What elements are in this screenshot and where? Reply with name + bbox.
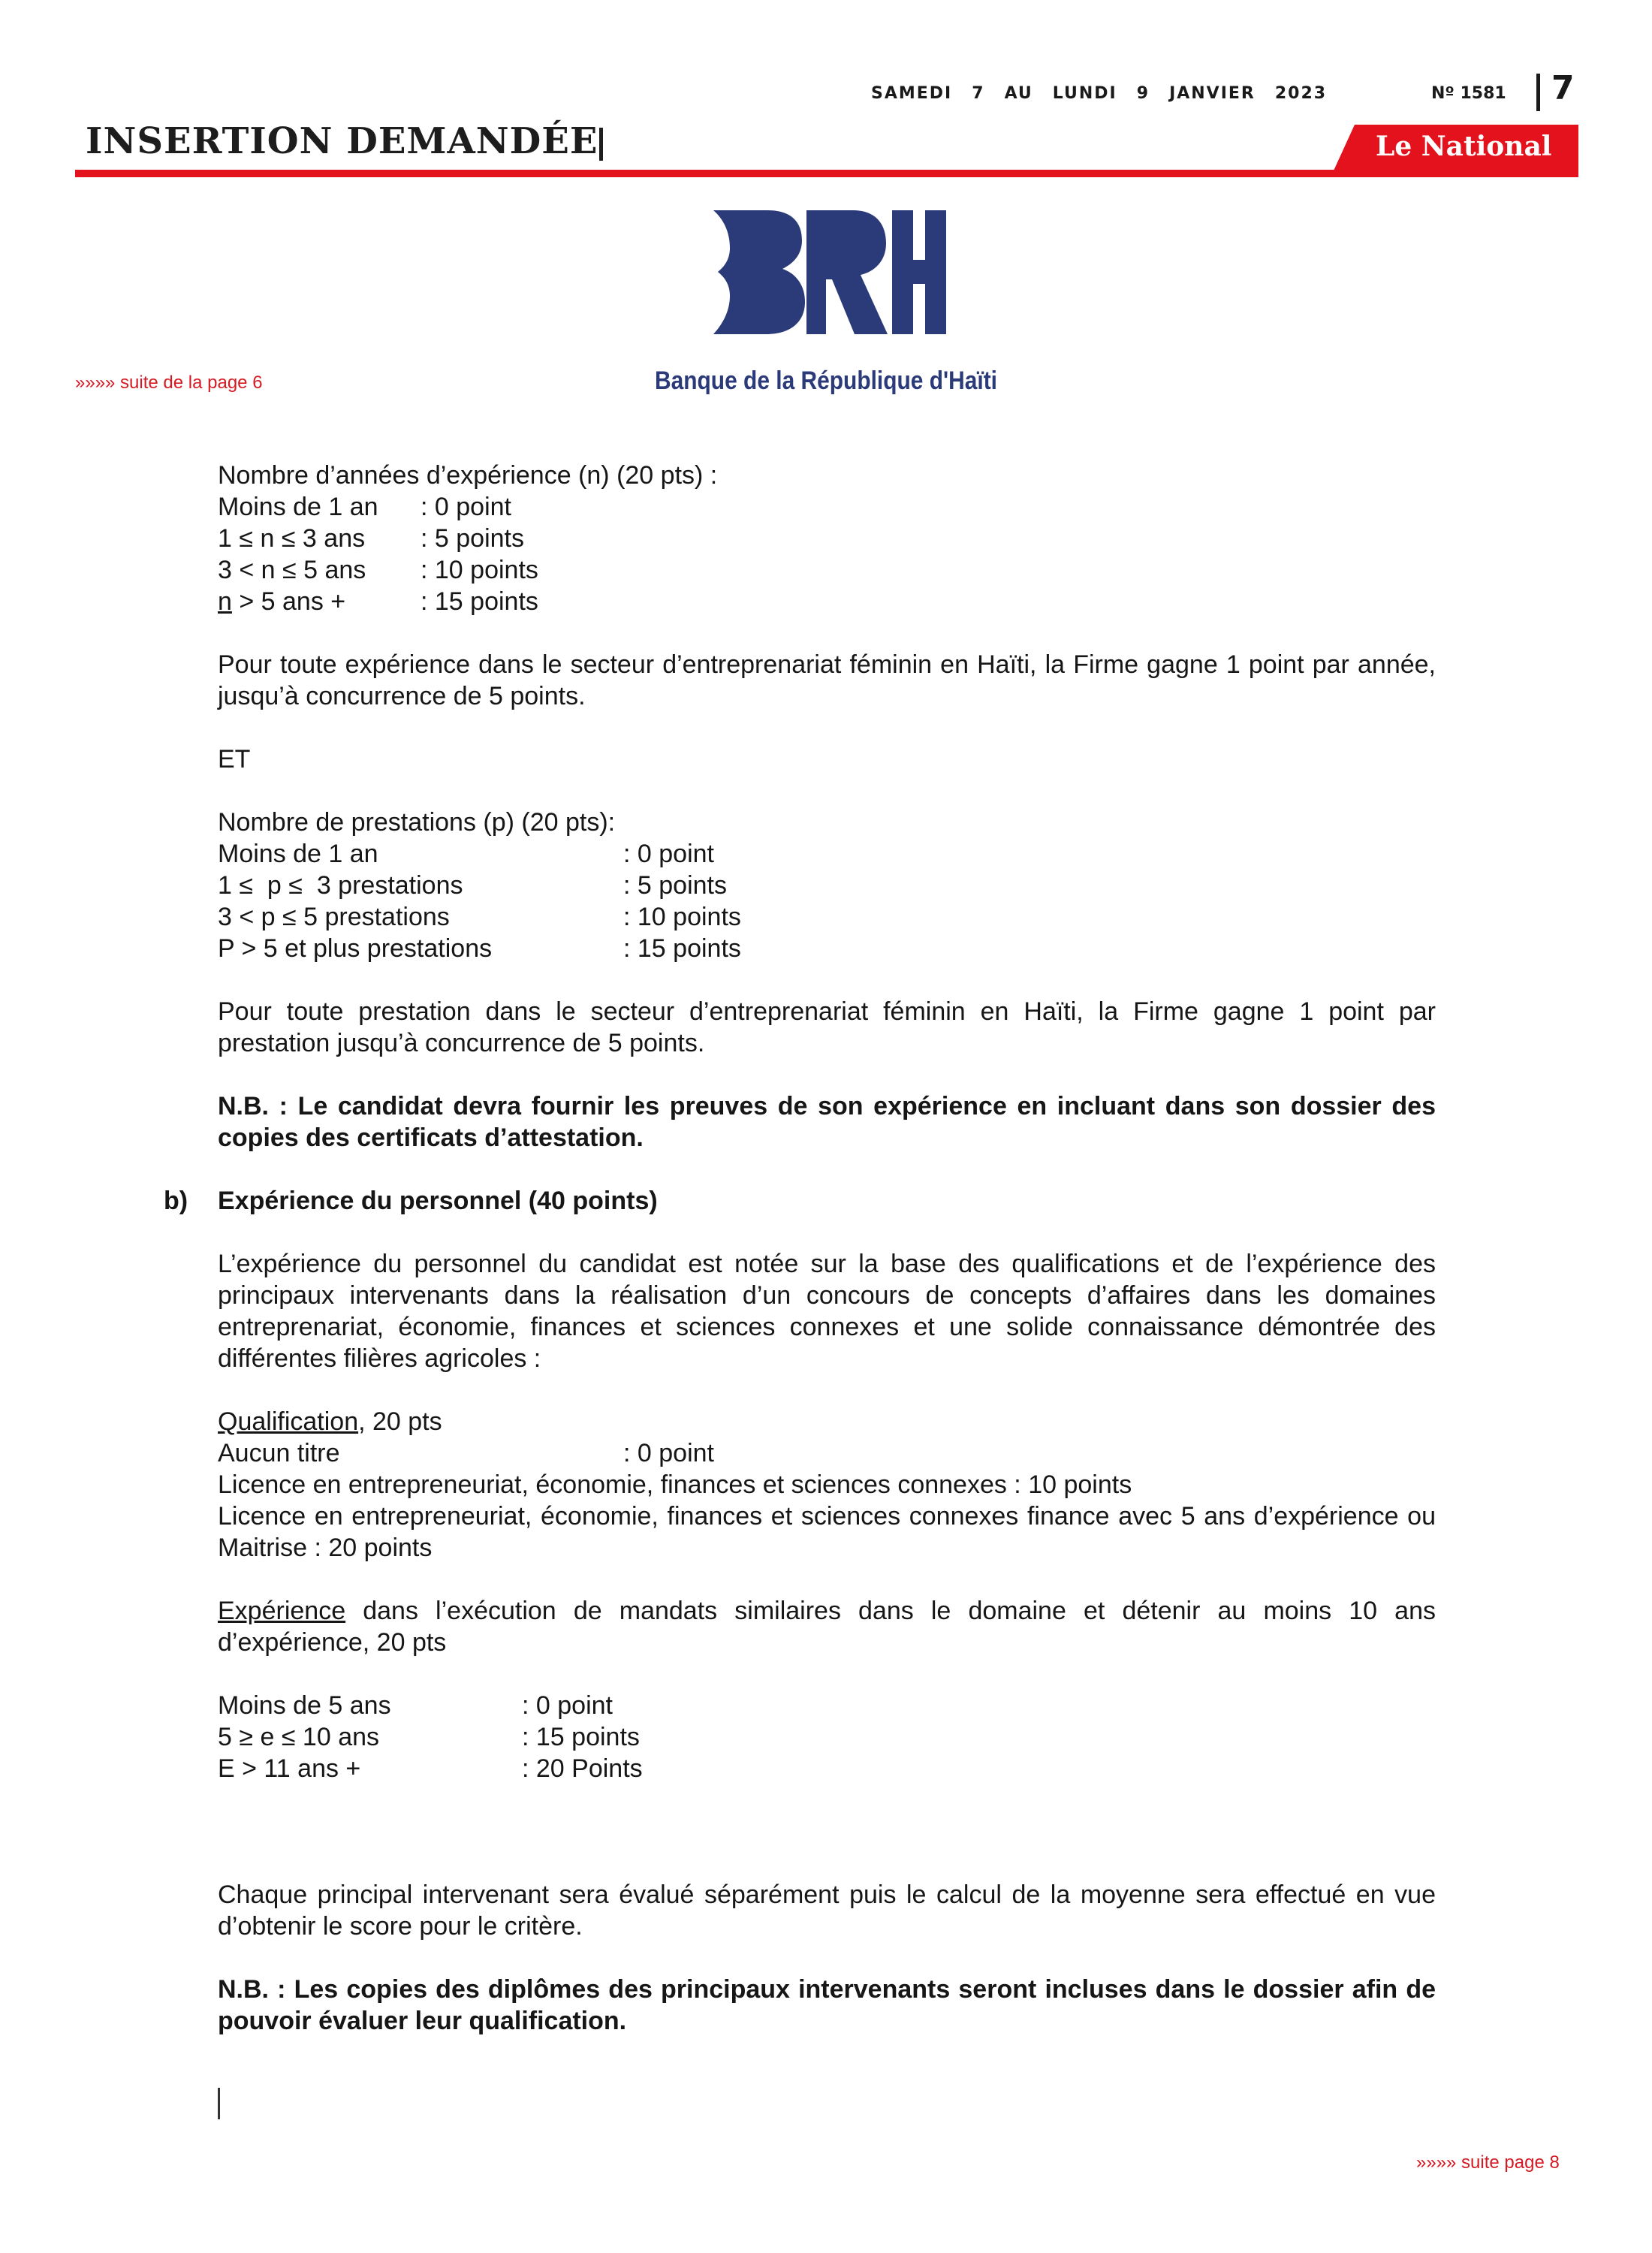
qualification-line: Licence en entrepreneuriat, économie, finances et sciences connexes finance avec 5 ans d’expérience ou Maitrise : 20 points bbox=[218, 1502, 1436, 1562]
nota-bene: N.B. : Le candidat devra fournir les preuves de son expérience en incluant dans son dossier des copies des certificats d’attestation. bbox=[218, 1092, 1436, 1152]
scoring-label: 3 < n ≤ 5 ans bbox=[218, 556, 366, 584]
experience-note: Pour toute expérience dans le secteur d’entreprenariat féminin en Haïti, la Firme gagne 1 point par année, jusqu’à concurrence de 5 points. bbox=[218, 650, 1436, 710]
scoring-value: : 10 points bbox=[421, 556, 538, 584]
section-b-title: Expérience du personnel (40 points) bbox=[218, 1187, 658, 1215]
scoring-label: 1 ≤ p ≤ 3 prestations bbox=[218, 871, 463, 900]
qualification-heading bbox=[218, 1406, 1436, 1437]
newspaper-name: Le National bbox=[1376, 131, 1552, 162]
brh-logo-icon bbox=[713, 210, 946, 334]
scoring-value: : 0 point bbox=[522, 1691, 613, 1720]
date-part: SAMEDI bbox=[871, 84, 953, 103]
experience-years-heading: Nombre d’années d’expérience (n) (20 pts) : bbox=[218, 461, 718, 490]
prestations-heading: Nombre de prestations (p) (20 pts): bbox=[218, 808, 616, 837]
scoring-value: : 20 Points bbox=[522, 1754, 643, 1783]
date-part: LUNDI bbox=[1052, 84, 1117, 103]
section-b-heading bbox=[164, 1185, 1436, 1217]
section-title: INSERTION DEMANDÉE bbox=[86, 120, 598, 162]
scoring-label: Aucun titre bbox=[218, 1439, 340, 1467]
scoring-label: Moins de 1 an bbox=[218, 840, 378, 868]
scoring-label: Moins de 5 ans bbox=[218, 1691, 391, 1720]
qualification-line: Licence en entrepreneuriat, économie, finances et sciences connexes : 10 points bbox=[218, 1470, 1132, 1499]
scoring-label: E > 11 ans + bbox=[218, 1754, 361, 1783]
prestations-note: Pour toute prestation dans le secteur d’entreprenariat féminin en Haïti, la Firme gagne 1 point par prestation jusqu’à concurrence de 5 points. bbox=[218, 997, 1436, 1057]
scoring-row bbox=[218, 1753, 1436, 1784]
scoring-row bbox=[218, 901, 1436, 933]
scoring-row bbox=[218, 1437, 1436, 1469]
scoring-row bbox=[218, 1690, 1436, 1721]
issue-number: Nº 1581 bbox=[1431, 84, 1506, 103]
qualification-heading-rest: , 20 pts bbox=[358, 1407, 442, 1436]
bank-name: Banque de la République d'Haïti bbox=[655, 366, 997, 395]
continued-from: »»»» suite de la page 6 bbox=[75, 372, 263, 393]
scoring-label: Moins de 1 an bbox=[218, 493, 378, 521]
section-title-divider bbox=[599, 128, 603, 161]
issue-date bbox=[871, 84, 1457, 111]
scoring-value: : 5 points bbox=[623, 871, 727, 900]
scoring-value: : 15 points bbox=[522, 1723, 640, 1751]
date-part: 7 bbox=[972, 84, 985, 103]
continued-to: »»»» suite page 8 bbox=[1416, 2152, 1560, 2173]
qualification-heading-underlined: Qualification bbox=[218, 1407, 359, 1436]
nota-bene: N.B. : Les copies des diplômes des principaux intervenants seront incluses dans le dossier afin de pouvoir évaluer leur qualification. bbox=[218, 1975, 1436, 2035]
scoring-row bbox=[218, 554, 1436, 586]
scoring-label: P > 5 et plus prestations bbox=[218, 934, 493, 963]
scoring-label: 3 < p ≤ 5 prestations bbox=[218, 903, 450, 931]
et-connector: ET bbox=[218, 745, 251, 774]
scoring-label-variable: n bbox=[218, 587, 232, 616]
page-number: 7 bbox=[1551, 69, 1575, 107]
article-body bbox=[164, 460, 1436, 2037]
experience-heading-rest: dans l’exécution de mandats similaires dans le domaine et détenir au moins 10 ans d’expérience, 20 pts bbox=[218, 1597, 1436, 1657]
section-b-intro: L’expérience du personnel du candidat est notée sur la base des qualifications et de l’expérience des principaux intervenants dans la réalisation d’un concours de concepts d’affaires dans les domaines entreprenariat, économie, finances et sciences connexes et une solide connaissance démontrée des différentes filières agricoles : bbox=[218, 1250, 1436, 1373]
date-part: AU bbox=[1004, 84, 1033, 103]
scoring-value: : 0 point bbox=[623, 840, 714, 868]
experience-heading-underlined: Expérience bbox=[218, 1597, 346, 1625]
scoring-value: : 15 points bbox=[623, 934, 741, 963]
scoring-value: : 15 points bbox=[421, 587, 538, 616]
scoring-label: 1 ≤ n ≤ 3 ans bbox=[218, 524, 366, 553]
scoring-row bbox=[218, 933, 1436, 964]
scoring-label: 5 ≥ e ≤ 10 ans bbox=[218, 1723, 380, 1751]
scoring-row bbox=[218, 870, 1436, 901]
section-b-label: b) bbox=[164, 1187, 188, 1215]
text-cursor bbox=[218, 2088, 220, 2119]
evaluation-note: Chaque principal intervenant sera évalué séparément puis le calcul de la moyenne sera effectué en vue d’obtenir le score pour le critère. bbox=[218, 1881, 1436, 1941]
scoring-row bbox=[218, 491, 1436, 523]
scoring-row bbox=[218, 1721, 1436, 1753]
scoring-value: : 0 point bbox=[623, 1439, 714, 1467]
scoring-value: : 10 points bbox=[623, 903, 741, 931]
scoring-label-rest: > 5 ans + bbox=[231, 587, 346, 616]
experience-heading bbox=[218, 1595, 1436, 1658]
scoring-row bbox=[218, 523, 1436, 554]
page-number-divider bbox=[1536, 74, 1540, 111]
scoring-row bbox=[218, 586, 1436, 617]
scoring-value: : 0 point bbox=[421, 493, 511, 521]
scoring-value: : 5 points bbox=[421, 524, 524, 553]
date-part: 2023 bbox=[1274, 84, 1328, 103]
date-part: 9 bbox=[1136, 84, 1150, 103]
scoring-label bbox=[218, 586, 421, 617]
date-part: JANVIER bbox=[1169, 84, 1256, 103]
scoring-row bbox=[218, 838, 1436, 870]
